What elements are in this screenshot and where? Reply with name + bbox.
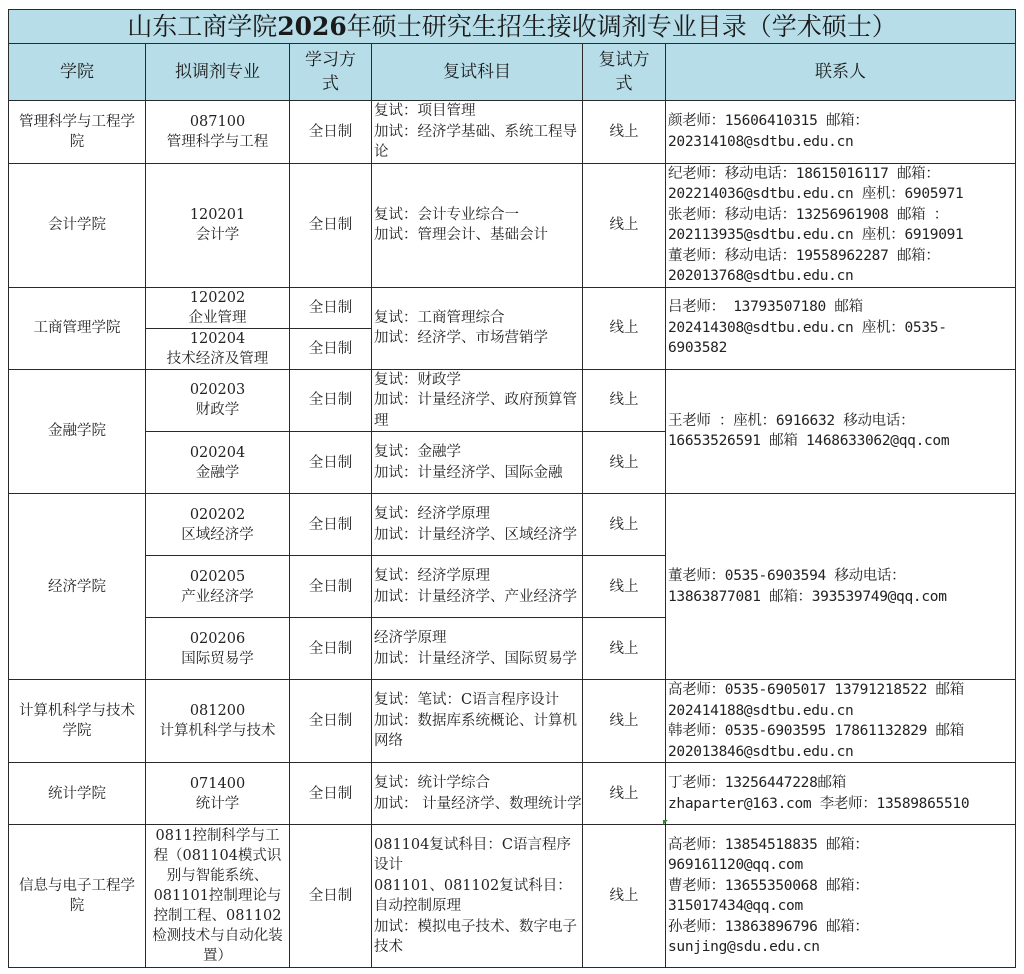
study-mode-cell: 全日制 [290, 825, 372, 968]
table-row [9, 825, 1016, 968]
major-cell: 0811控制科学与工程（081104模式识别与智能系统、081101控制理论与控制工程、081102检测技术与自动化装置） [146, 825, 290, 968]
header-row [9, 44, 1016, 101]
table-row [9, 680, 1016, 763]
retest-mode-cell: 线上 [583, 432, 666, 494]
major-cell: 020202 区域经济学 [146, 494, 290, 556]
study-mode-cell: 全日制 [290, 763, 372, 825]
header-college: 学院 [9, 44, 146, 101]
page-title: 山东工商学院2026年硕士研究生招生接收调剂专业目录（学术硕士） [9, 10, 1016, 44]
contact-cell: 董老师：0535-6903594 移动电话： 13863877081 邮箱：393539749@qq.com [666, 494, 1016, 680]
retest-mode-cell: 线上 [583, 369, 666, 432]
subjects-cell: 复试：工商管理综合 加试：经济学、市场营销学 [372, 287, 583, 369]
contact-cell: 高老师：13854518835 邮箱： 969161120@qq.com 曹老师：13655350068 邮箱： 315017434@qq.com 孙老师：13863896796 邮箱： sunjing@sdu.edu.cn [666, 825, 1016, 968]
header-retest-subjects: 复试科目 [372, 44, 583, 101]
major-cell: 120201 会计学 [146, 163, 290, 287]
college-cell: 会计学院 [9, 163, 146, 287]
retest-mode-cell: 线上 [583, 556, 666, 618]
adjustment-catalog-table [8, 9, 1016, 968]
subjects-cell: 复试：财政学 加试：计量经济学、政府预算管理 [372, 369, 583, 432]
major-cell: 081200 计算机科学与技术 [146, 680, 290, 763]
study-mode-cell: 全日制 [290, 369, 372, 432]
retest-mode-cell: 线上 [583, 763, 666, 825]
contact-cell: 高老师：0535-6905017 13791218522 邮箱 202414188@sdtbu.edu.cn 韩老师：0535-6903595 17861132829 邮箱 202013846@sdtbu.edu.cn [666, 680, 1016, 763]
contact-cell: 丁老师：13256447228邮箱 zhaparter@163.com 李老师：13589865510 [666, 763, 1016, 825]
contact-cell: 纪老师：移动电话：18615016117 邮箱： 202214036@sdtbu.edu.cn 座机：6905971 张老师：移动电话：13256961908 邮箱 ： 202113935@sdtbu.edu.cn 座机：6919091 董老师：移动电话：19558962287 邮箱： 202013768@sdtbu.edu.cn [666, 163, 1016, 287]
table-row [9, 101, 1016, 164]
study-mode-cell: 全日制 [290, 432, 372, 494]
table-row [9, 494, 1016, 556]
retest-mode-cell: 线上 [583, 101, 666, 164]
subjects-cell: 经济学原理 加试：计量经济学、国际贸易学 [372, 618, 583, 680]
subjects-cell: 复试：项目管理 加试：经济学基础、系统工程导论 [372, 101, 583, 164]
college-cell: 金融学院 [9, 369, 146, 494]
retest-mode-cell: 线上 [583, 618, 666, 680]
study-mode-cell: 全日制 [290, 680, 372, 763]
table-row [9, 369, 1016, 432]
major-cell: 020205 产业经济学 [146, 556, 290, 618]
retest-mode-cell: 线上 [583, 680, 666, 763]
retest-mode-cell: 线上 [583, 825, 666, 968]
subjects-cell: 复试：金融学 加试：计量经济学、国际金融 [372, 432, 583, 494]
major-cell: 020203 财政学 [146, 369, 290, 432]
subjects-cell: 复试：会计专业综合一 加试：管理会计、基础会计 [372, 163, 583, 287]
table-row [9, 763, 1016, 825]
subjects-cell: 复试：经济学原理 加试：计量经济学、产业经济学 [372, 556, 583, 618]
subjects-cell: 复试：经济学原理 加试：计量经济学、区域经济学 [372, 494, 583, 556]
college-cell: 统计学院 [9, 763, 146, 825]
subjects-cell: 复试：笔试：C语言程序设计 加试：数据库系统概论、计算机网络 [372, 680, 583, 763]
study-mode-cell: 全日制 [290, 328, 372, 369]
study-mode-cell: 全日制 [290, 163, 372, 287]
header-contact: 联系人 [666, 44, 1016, 101]
college-cell: 信息与电子工程学院 [9, 825, 146, 968]
college-cell: 管理科学与工程学院 [9, 101, 146, 164]
header-retest-mode: 复试方式 [583, 44, 666, 101]
table-row [9, 287, 1016, 328]
header-study-mode: 学习方式 [290, 44, 372, 101]
contact-cell: 吕老师： 13793507180 邮箱 202414308@sdtbu.edu.cn 座机：0535- 6903582 [666, 287, 1016, 369]
subjects-cell: 081104复试科目：C语言程序设计 081101、081102复试科目：自动控制原理 加试：模拟电子技术、数字电子技术 [372, 825, 583, 968]
contact-cell: 颜老师：15606410315 邮箱： 202314108@sdtbu.edu.cn [666, 101, 1016, 164]
college-cell: 工商管理学院 [9, 287, 146, 369]
contact-cell: 王老师 ：座机：6916632 移动电话： 16653526591 邮箱 1468633062@qq.com [666, 369, 1016, 494]
major-cell: 071400 统计学 [146, 763, 290, 825]
major-cell: 020206 国际贸易学 [146, 618, 290, 680]
retest-mode-cell: 线上 [583, 494, 666, 556]
college-cell: 计算机科学与技术学院 [9, 680, 146, 763]
header-major: 拟调剂专业 [146, 44, 290, 101]
retest-mode-cell: 线上 [583, 287, 666, 369]
study-mode-cell: 全日制 [290, 287, 372, 328]
study-mode-cell: 全日制 [290, 101, 372, 164]
major-cell: 120202 企业管理 [146, 287, 290, 328]
major-cell: 020204 金融学 [146, 432, 290, 494]
college-cell: 经济学院 [9, 494, 146, 680]
retest-mode-cell: 线上 [583, 163, 666, 287]
study-mode-cell: 全日制 [290, 618, 372, 680]
study-mode-cell: 全日制 [290, 494, 372, 556]
cell-comment-marker [663, 820, 668, 825]
subjects-cell: 复试：统计学综合 加试： 计量经济学、数理统计学 [372, 763, 583, 825]
major-cell: 120204 技术经济及管理 [146, 328, 290, 369]
major-cell: 087100 管理科学与工程 [146, 101, 290, 164]
study-mode-cell: 全日制 [290, 556, 372, 618]
table-row [9, 163, 1016, 287]
